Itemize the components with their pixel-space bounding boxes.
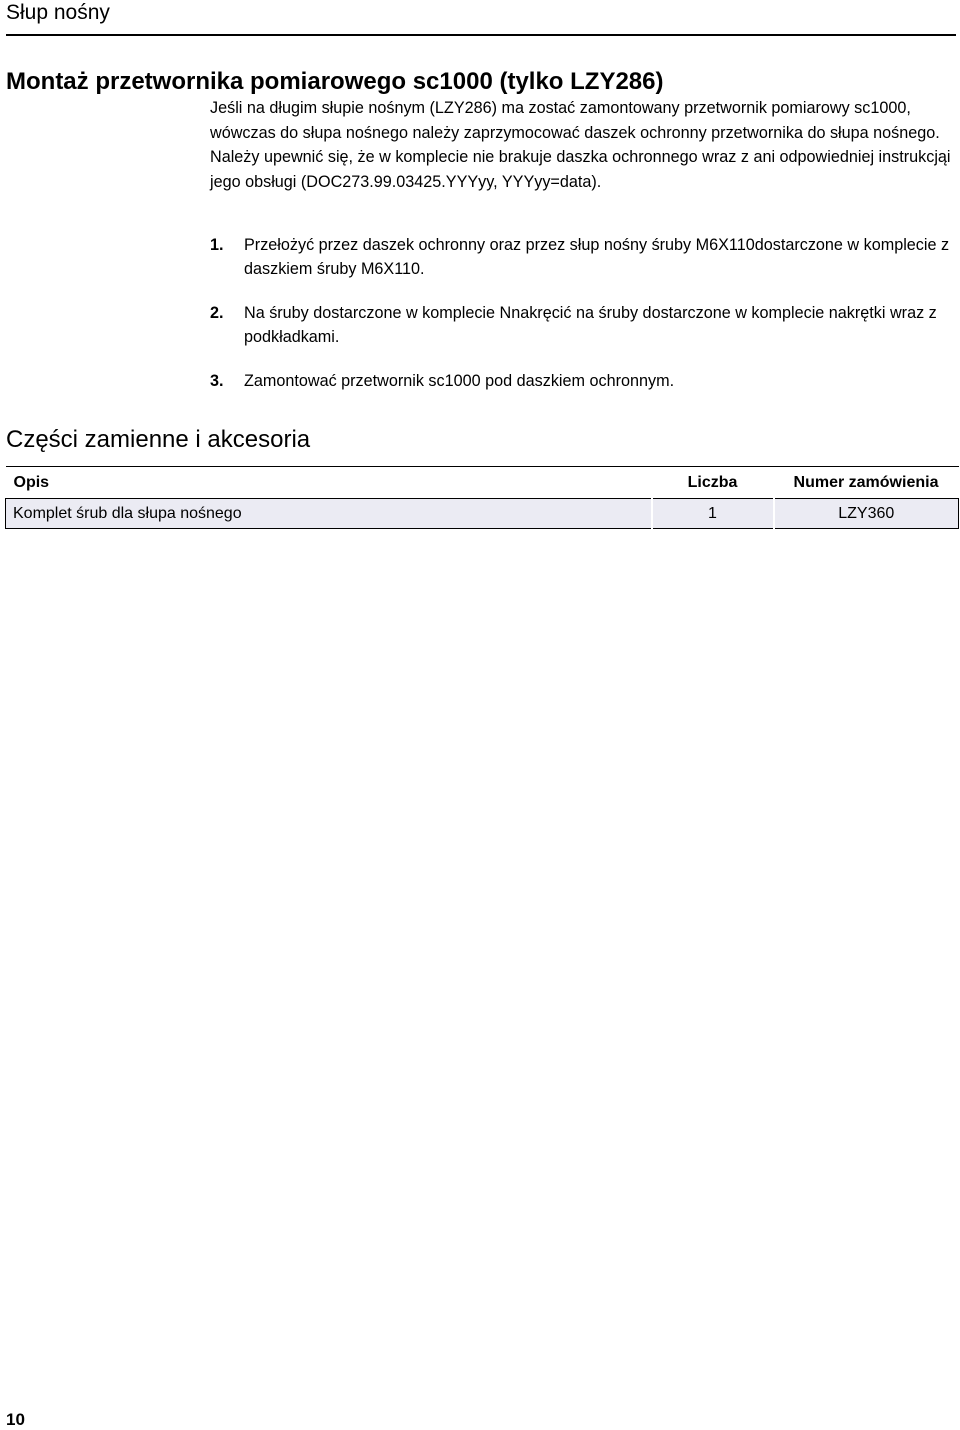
running-header-title: Słup nośny xyxy=(6,1,110,24)
parts-table xyxy=(5,466,959,529)
step-text: Przełożyć przez daszek ochronny oraz przez słup nośny śruby M6X110dostarczone w komplecie z daszkiem śruby M6X110. xyxy=(244,236,950,278)
table-row xyxy=(6,499,959,529)
step-number: 2. xyxy=(210,304,224,322)
step-item xyxy=(210,369,960,393)
section-title: Montaż przetwornika pomiarowego sc1000 (tylko LZY286) xyxy=(6,68,664,95)
column-header-quantity: Liczba xyxy=(652,467,774,499)
step-item xyxy=(210,233,960,281)
cell-quantity: 1 xyxy=(652,499,774,529)
parts-section-title: Części zamienne i akcesoria xyxy=(6,426,311,453)
header-divider xyxy=(6,34,956,36)
step-item xyxy=(210,301,960,349)
cell-description: Komplet śrub dla słupa nośnego xyxy=(6,499,652,529)
table-header-row xyxy=(6,467,959,499)
step-number: 1. xyxy=(210,236,224,254)
step-number: 3. xyxy=(210,372,224,390)
cell-order-number: LZY360 xyxy=(774,499,959,529)
column-header-order-number: Numer zamówienia xyxy=(774,467,959,499)
step-text: Na śruby dostarczone w komplecie Nnakręcić na śruby dostarczone w komplecie nakrętki wraz z podkładkami. xyxy=(244,304,937,346)
column-header-description: Opis xyxy=(6,467,652,499)
step-text: Zamontować przetwornik sc1000 pod daszkiem ochronnym. xyxy=(244,372,675,390)
page-number: 10 xyxy=(6,1410,25,1429)
intro-paragraph: Jeśli na długim słupie nośnym (LZY286) ma zostać zamontowany przetwornik pomiarowy sc1000, wówczas do słupa nośnego należy zaprzymocować daszek ochronny przetwornika do słupa nośnego. Należy upewnić się, że w komplecie nie brakuje daszka ochronnego wraz z ani odpowiedniej instrukcjąi jego obsługi (DOC273.99.03425.YYYyy, YYYyy=data). xyxy=(210,99,951,191)
